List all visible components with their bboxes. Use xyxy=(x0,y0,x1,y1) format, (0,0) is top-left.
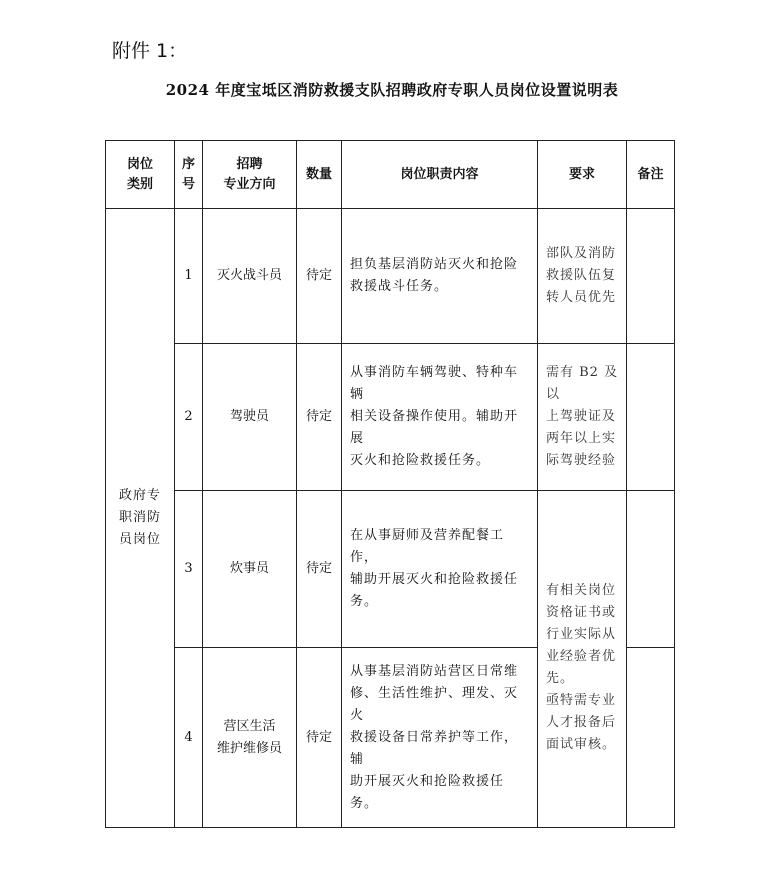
header-specialty: 招聘 专业方向 xyxy=(203,141,297,209)
specialty-cell: 炊事员 xyxy=(203,491,297,648)
quantity-cell: 待定 xyxy=(297,491,342,648)
header-requirements: 要求 xyxy=(538,141,627,209)
duties-cell: 担负基层消防站灭火和抢险 救援战斗任务。 xyxy=(342,209,538,344)
category-cell: 政府专 职消防 员岗位 xyxy=(106,209,175,828)
duties-cell: 从事消防车辆驾驶、特种车辆 相关设备操作使用。辅助开展 灭火和抢险救援任务。 xyxy=(342,344,538,491)
specialty-cell: 灭火战斗员 xyxy=(203,209,297,344)
requirements-cell: 部队及消防 救援队伍复 转人员优先 xyxy=(538,209,627,344)
table-row xyxy=(106,209,675,344)
quantity-cell: 待定 xyxy=(297,648,342,828)
requirements-cell: 需有 B2 及以 上驾驶证及 两年以上实 际驾驶经验 xyxy=(538,344,627,491)
merged-requirements-cell: 有相关岗位 资格证书或 行业实际从 业经验者优 先。 亟特需专业 人才报备后 面试审核。 xyxy=(538,491,627,828)
table-row xyxy=(106,491,675,648)
notes-cell xyxy=(627,209,675,344)
duties-cell: 从事基层消防站营区日常维 修、生活性维护、理发、灭火 救援设备日常养护等工作，辅 助开展灭火和抢险救援任务。 xyxy=(342,648,538,828)
notes-cell xyxy=(627,648,675,828)
table-header-row xyxy=(106,141,675,209)
row-number: 4 xyxy=(175,648,203,828)
header-category: 岗位 类别 xyxy=(106,141,175,209)
header-notes: 备注 xyxy=(627,141,675,209)
quantity-cell: 待定 xyxy=(297,209,342,344)
position-table xyxy=(105,140,675,828)
header-number: 序 号 xyxy=(175,141,203,209)
specialty-cell: 营区生活 维护维修员 xyxy=(203,648,297,828)
header-quantity: 数量 xyxy=(297,141,342,209)
notes-cell xyxy=(627,344,675,491)
duties-cell: 在从事厨师及营养配餐工作， 辅助开展灭火和抢险救援任 务。 xyxy=(342,491,538,648)
specialty-cell: 驾驶员 xyxy=(203,344,297,491)
header-duties: 岗位职责内容 xyxy=(342,141,538,209)
row-number: 1 xyxy=(175,209,203,344)
row-number: 2 xyxy=(175,344,203,491)
document-title: 2024 年度宝坻区消防救援支队招聘政府专职人员岗位设置说明表 xyxy=(165,81,619,99)
table-row xyxy=(106,344,675,491)
quantity-cell: 待定 xyxy=(297,344,342,491)
row-number: 3 xyxy=(175,491,203,648)
attachment-label: 附件 1： xyxy=(112,40,188,62)
notes-cell xyxy=(627,491,675,648)
